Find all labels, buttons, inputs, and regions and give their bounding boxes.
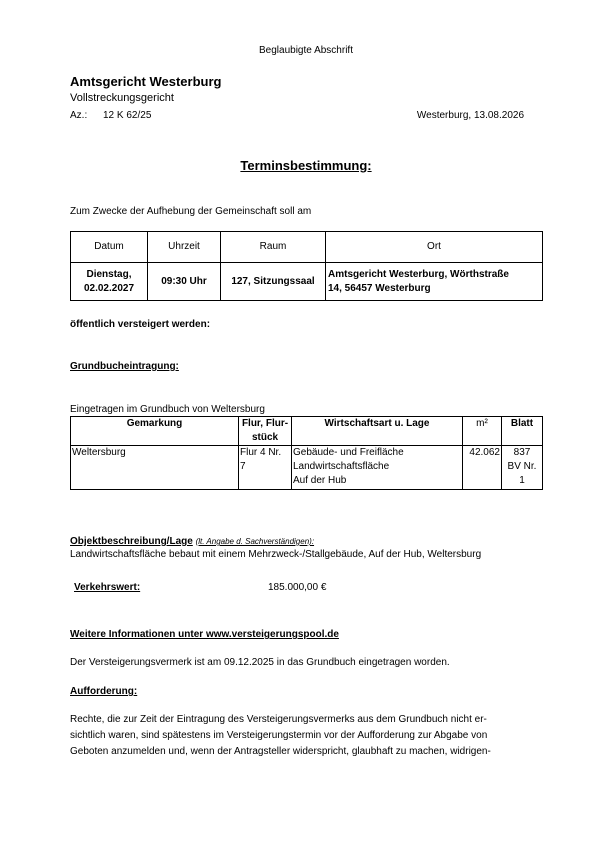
aufforderung-heading: Aufforderung: <box>70 686 138 697</box>
appointment-time: 09:30 Uhr <box>148 263 221 301</box>
cell-blatt <box>502 446 543 490</box>
header-datum: Datum <box>71 232 148 263</box>
lage-line-3: Auf der Hub <box>293 475 347 486</box>
aufforderung-line-2: sichtlich waren, sind spätestens im Versteigerungstermin vor der Aufforderung zur Abgabe von <box>70 730 488 741</box>
grundbuch-intro: Eingetragen im Grundbuch von Weltersburg <box>70 404 265 415</box>
cell-m2: 42.062 <box>463 446 502 490</box>
appointment-place <box>326 263 543 301</box>
flur-line-1: Flur 4 Nr. <box>240 447 282 458</box>
blatt-line-1: 837 <box>513 447 531 458</box>
header-m2: m² <box>463 417 502 446</box>
appointment-table <box>70 231 543 301</box>
document-title: Terminsbestimmung: <box>240 158 372 173</box>
verkehrswert-value: 185.000,00 € <box>268 582 327 593</box>
cell-flur <box>239 446 292 490</box>
header-blatt: Blatt <box>502 417 543 446</box>
grundbuch-table <box>70 416 543 490</box>
place-date: Westerburg, 13.08.2026 <box>416 110 524 121</box>
flur-line-2: 7 <box>240 461 246 472</box>
grundbuch-heading: Grundbucheintragung: <box>70 361 179 372</box>
header-flur <box>239 417 292 446</box>
lage-line-2: Landwirtschaftsfläche <box>293 461 390 472</box>
header-gemarkung: Gemarkung <box>71 417 239 446</box>
header-ort: Ort <box>326 232 543 263</box>
intro-text: Zum Zwecke der Aufhebung der Gemeinschaft soll am <box>70 206 312 217</box>
court-name: Amtsgericht Westerburg <box>70 74 222 89</box>
objekt-description: Landwirtschaftsfläche bebaut mit einem Mehrzweck-/Stallgebäude, Auf der Hub, Weltersburg <box>70 549 482 560</box>
appointment-date <box>71 263 148 301</box>
cell-lage <box>292 446 463 490</box>
vermerk-text: Der Versteigerungsvermerk ist am 09.12.2025 in das Grundbuch eingetragen worden. <box>70 657 450 668</box>
info-link[interactable]: Weitere Informationen unter www.versteigerungspool.de <box>70 629 339 640</box>
header-flur-line-2: stück <box>251 432 279 443</box>
objekt-note: (lt. Angabe d. Sachverständigen): <box>195 537 315 546</box>
header-raum: Raum <box>221 232 326 263</box>
appointment-header-row <box>71 232 543 263</box>
grundbuch-header-row <box>71 417 543 446</box>
objekt-heading-line <box>70 535 314 548</box>
blatt-line-2: BV Nr. <box>507 461 537 472</box>
date-value: 02.02.2027 <box>83 282 135 294</box>
verkehrswert-label: Verkehrswert: <box>74 582 141 593</box>
place-line-2: 14, 56457 Westerburg <box>328 282 431 294</box>
grundbuch-row <box>71 446 543 490</box>
cell-gemarkung: Weltersburg <box>71 446 239 490</box>
aufforderung-text <box>70 712 491 760</box>
objekt-heading: Objektbeschreibung/Lage <box>70 536 193 547</box>
aufforderung-line-3: Geboten anzumelden und, wenn der Antragsteller widerspricht, glaubhaft zu machen, widrigen- <box>70 746 491 757</box>
header-wirtschaftsart: Wirtschaftsart u. Lage <box>292 417 463 446</box>
appointment-room: 127, Sitzungssaal <box>221 263 326 301</box>
appointment-row <box>71 263 543 301</box>
reference-number: 12 K 62/25 <box>103 110 152 121</box>
header-flur-line-1: Flur, Flur- <box>241 418 289 429</box>
auction-statement: öffentlich versteigert werden: <box>70 319 211 330</box>
aufforderung-line-1: Rechte, die zur Zeit der Eintragung des Versteigerungsvermerks aus dem Grundbuch nicht er- <box>70 714 487 725</box>
reference-label: Az.: <box>70 110 88 121</box>
court-department: Vollstreckungsgericht <box>70 92 174 104</box>
header-uhrzeit: Uhrzeit <box>148 232 221 263</box>
header-note: Beglaubigte Abschrift <box>259 45 353 56</box>
blatt-line-3: 1 <box>519 475 525 486</box>
place-line-1: Amtsgericht Westerburg, Wörthstraße <box>328 268 509 280</box>
lage-line-1: Gebäude- und Freifläche <box>293 447 404 458</box>
date-weekday: Dienstag, <box>86 268 132 280</box>
